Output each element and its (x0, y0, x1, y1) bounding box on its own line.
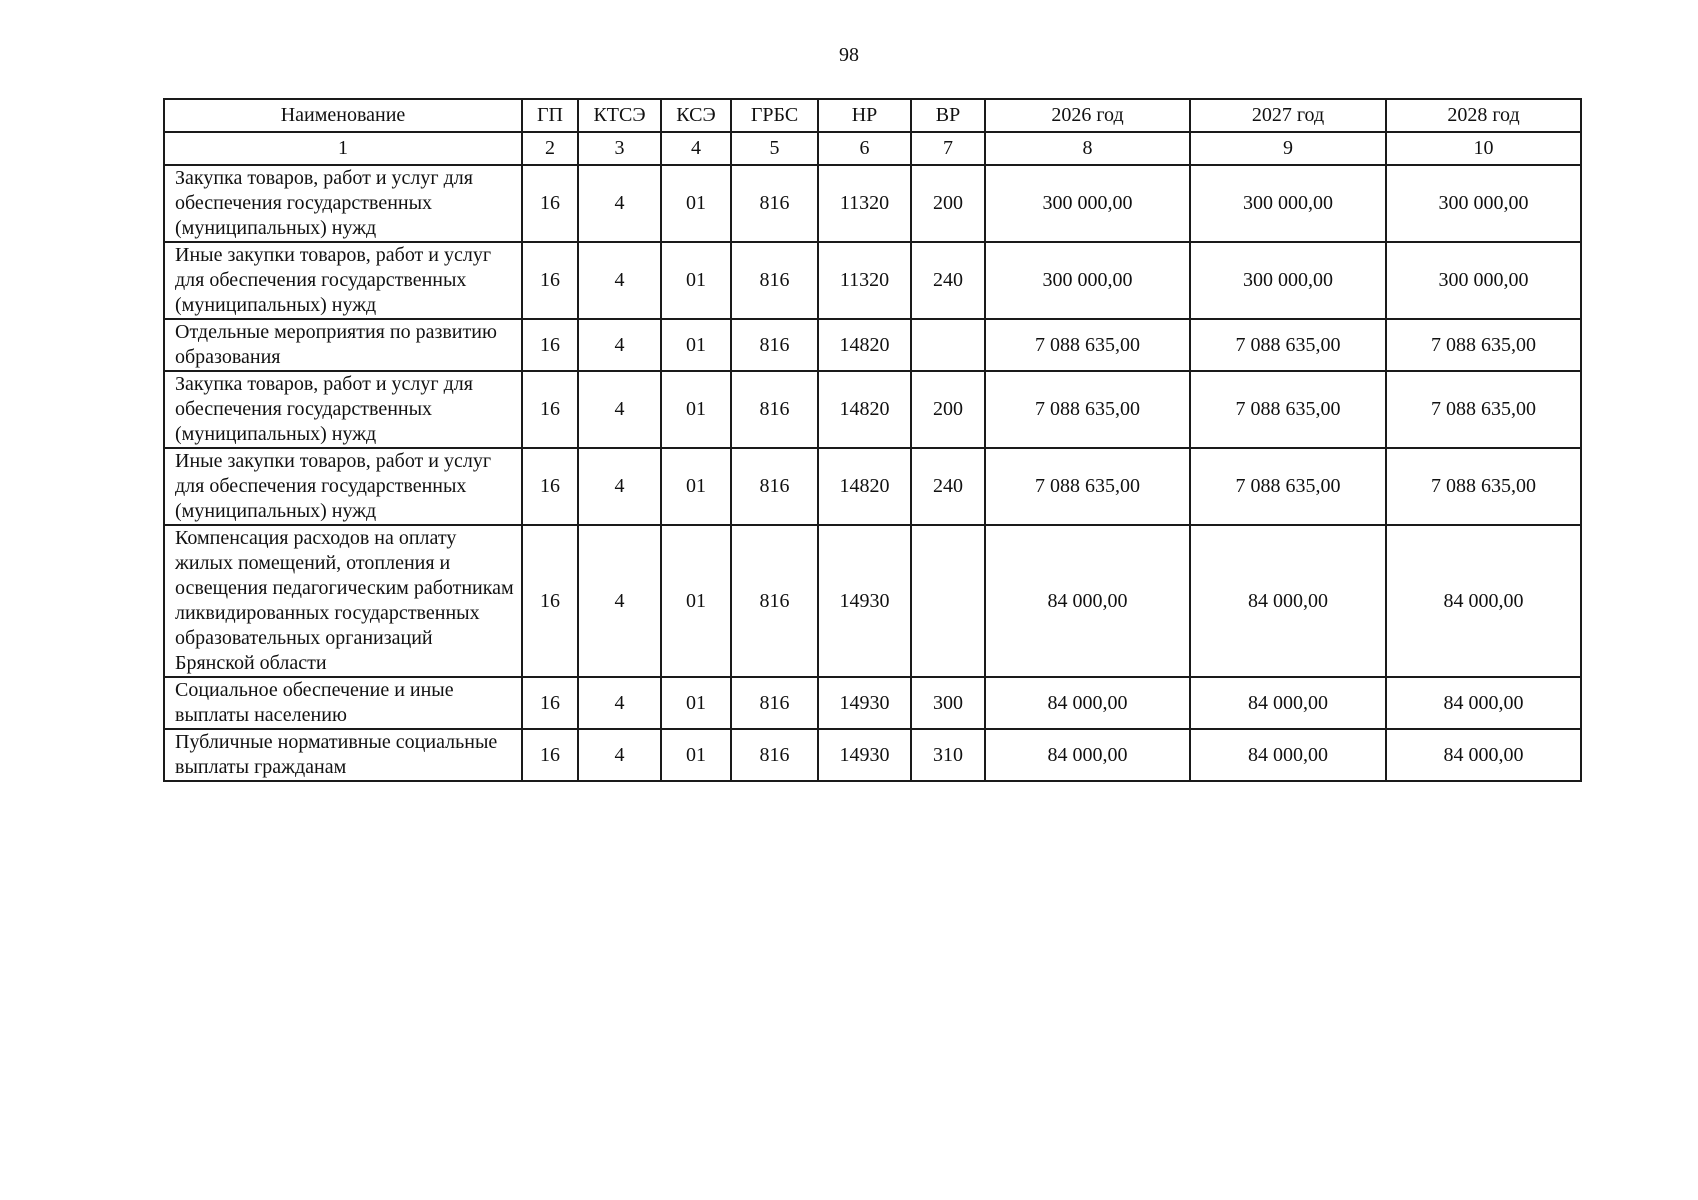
cell-vr: 300 (911, 677, 985, 729)
cell-name: Иные закупки товаров, работ и услуг для обеспечения государственных (муниципальных) нужд (164, 448, 522, 525)
cell-2027: 84 000,00 (1190, 525, 1386, 677)
cell-2028: 7 088 635,00 (1386, 448, 1581, 525)
table-row (164, 729, 1581, 781)
cell-2026: 7 088 635,00 (985, 448, 1190, 525)
cell-name: Социальное обеспечение и иные выплаты населению (164, 677, 522, 729)
cell-grbs: 816 (731, 242, 818, 319)
cell-kse: 01 (661, 525, 731, 677)
cell-2026: 7 088 635,00 (985, 319, 1190, 371)
header-cell-ktse: КТСЭ (578, 99, 661, 132)
cell-ktse: 4 (578, 525, 661, 677)
cell-2027: 84 000,00 (1190, 677, 1386, 729)
cell-gp: 16 (522, 525, 578, 677)
cell-2026: 300 000,00 (985, 242, 1190, 319)
cell-grbs: 816 (731, 165, 818, 242)
cell-nr: 11320 (818, 165, 911, 242)
header-cell-2026: 2026 год (985, 99, 1190, 132)
cell-grbs: 816 (731, 525, 818, 677)
cell-2028: 7 088 635,00 (1386, 319, 1581, 371)
table-row (164, 677, 1581, 729)
cell-gp: 16 (522, 448, 578, 525)
cell-ktse: 4 (578, 319, 661, 371)
cell-vr (911, 525, 985, 677)
cell-ktse: 4 (578, 165, 661, 242)
cell-ktse: 4 (578, 371, 661, 448)
column-number: 6 (818, 132, 911, 165)
column-number: 1 (164, 132, 522, 165)
column-number: 5 (731, 132, 818, 165)
header-cell-2028: 2028 год (1386, 99, 1581, 132)
table-row (164, 165, 1581, 242)
cell-2028: 84 000,00 (1386, 525, 1581, 677)
cell-gp: 16 (522, 371, 578, 448)
cell-nr: 14820 (818, 448, 911, 525)
header-cell-2027: 2027 год (1190, 99, 1386, 132)
table-header (164, 99, 1581, 165)
cell-kse: 01 (661, 677, 731, 729)
cell-gp: 16 (522, 319, 578, 371)
header-cell-kse: КСЭ (661, 99, 731, 132)
cell-kse: 01 (661, 242, 731, 319)
cell-kse: 01 (661, 448, 731, 525)
table-row (164, 319, 1581, 371)
header-cell-gp: ГП (522, 99, 578, 132)
cell-grbs: 816 (731, 729, 818, 781)
cell-kse: 01 (661, 165, 731, 242)
column-number: 3 (578, 132, 661, 165)
cell-2027: 7 088 635,00 (1190, 319, 1386, 371)
cell-nr: 14820 (818, 319, 911, 371)
table-row (164, 371, 1581, 448)
cell-kse: 01 (661, 371, 731, 448)
cell-gp: 16 (522, 729, 578, 781)
cell-2027: 7 088 635,00 (1190, 371, 1386, 448)
cell-kse: 01 (661, 729, 731, 781)
column-number: 7 (911, 132, 985, 165)
column-number: 10 (1386, 132, 1581, 165)
table-row (164, 525, 1581, 677)
cell-gp: 16 (522, 242, 578, 319)
cell-vr (911, 319, 985, 371)
cell-2026: 7 088 635,00 (985, 371, 1190, 448)
column-number: 2 (522, 132, 578, 165)
column-number: 4 (661, 132, 731, 165)
cell-2027: 300 000,00 (1190, 165, 1386, 242)
cell-2028: 7 088 635,00 (1386, 371, 1581, 448)
cell-2028: 84 000,00 (1386, 677, 1581, 729)
budget-table (163, 98, 1582, 782)
cell-grbs: 816 (731, 448, 818, 525)
cell-vr: 240 (911, 242, 985, 319)
cell-ktse: 4 (578, 677, 661, 729)
cell-2026: 84 000,00 (985, 525, 1190, 677)
cell-gp: 16 (522, 165, 578, 242)
table-row (164, 448, 1581, 525)
cell-2027: 84 000,00 (1190, 729, 1386, 781)
cell-vr: 200 (911, 371, 985, 448)
cell-2026: 84 000,00 (985, 677, 1190, 729)
cell-grbs: 816 (731, 677, 818, 729)
cell-name: Иные закупки товаров, работ и услуг для обеспечения государственных (муниципальных) нужд (164, 242, 522, 319)
cell-gp: 16 (522, 677, 578, 729)
header-cell-nr: НР (818, 99, 911, 132)
header-cell-name: Наименование (164, 99, 522, 132)
header-cell-vr: ВР (911, 99, 985, 132)
cell-2027: 7 088 635,00 (1190, 448, 1386, 525)
header-row (164, 99, 1581, 132)
cell-nr: 14930 (818, 525, 911, 677)
cell-2026: 300 000,00 (985, 165, 1190, 242)
cell-2028: 84 000,00 (1386, 729, 1581, 781)
cell-2028: 300 000,00 (1386, 165, 1581, 242)
cell-2026: 84 000,00 (985, 729, 1190, 781)
cell-nr: 14820 (818, 371, 911, 448)
column-number: 9 (1190, 132, 1386, 165)
cell-name: Закупка товаров, работ и услуг для обеспечения государственных (муниципальных) нужд (164, 371, 522, 448)
cell-ktse: 4 (578, 729, 661, 781)
table-row (164, 242, 1581, 319)
cell-nr: 11320 (818, 242, 911, 319)
cell-name: Отдельные мероприятия по развитию образования (164, 319, 522, 371)
cell-name: Закупка товаров, работ и услуг для обеспечения государственных (муниципальных) нужд (164, 165, 522, 242)
cell-grbs: 816 (731, 319, 818, 371)
header-cell-grbs: ГРБС (731, 99, 818, 132)
column-number-row (164, 132, 1581, 165)
table-body (164, 165, 1581, 781)
cell-vr: 310 (911, 729, 985, 781)
page-number: 98 (839, 44, 859, 66)
cell-vr: 200 (911, 165, 985, 242)
cell-ktse: 4 (578, 448, 661, 525)
cell-name: Компенсация расходов на оплату жилых помещений, отопления и освещения педагогическим работникам ликвидированных государственных образовательных организаций Брянской области (164, 525, 522, 677)
cell-kse: 01 (661, 319, 731, 371)
cell-2028: 300 000,00 (1386, 242, 1581, 319)
cell-nr: 14930 (818, 729, 911, 781)
cell-grbs: 816 (731, 371, 818, 448)
column-number: 8 (985, 132, 1190, 165)
cell-vr: 240 (911, 448, 985, 525)
cell-ktse: 4 (578, 242, 661, 319)
cell-2027: 300 000,00 (1190, 242, 1386, 319)
cell-nr: 14930 (818, 677, 911, 729)
cell-name: Публичные нормативные социальные выплаты гражданам (164, 729, 522, 781)
